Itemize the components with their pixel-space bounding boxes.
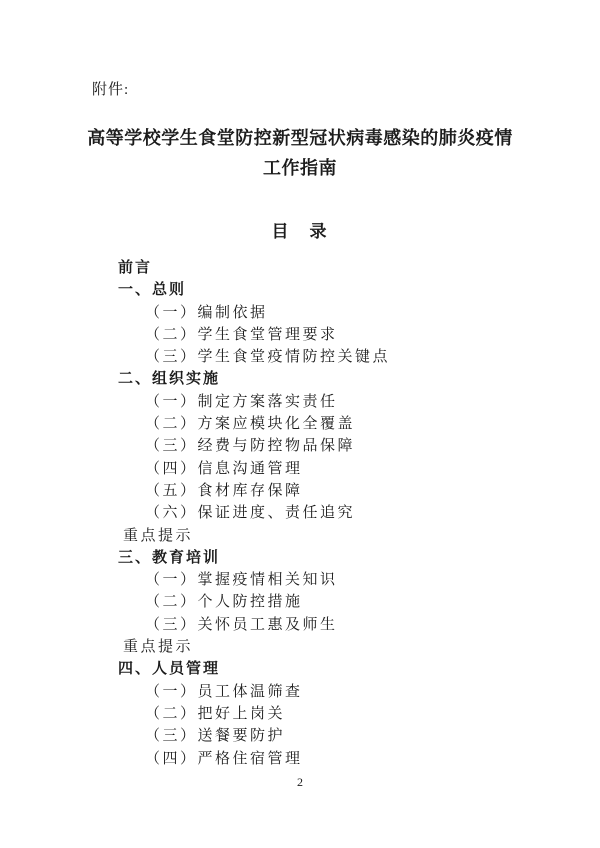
toc-item: （二）学生食堂管理要求 — [145, 326, 338, 343]
attachment-label: 附件: — [92, 82, 130, 98]
toc-item: 三、教育培训 — [118, 549, 221, 566]
toc-item: （二）把好上岗关 — [145, 705, 286, 722]
toc-item: （二）个人防控措施 — [145, 594, 303, 611]
toc-item: （一）员工体温筛查 — [145, 683, 303, 700]
toc-item: 二、组织实施 — [118, 371, 221, 388]
document-title-line1: 高等学校学生食堂防控新型冠状病毒感染的肺炎疫情 — [87, 128, 513, 148]
toc-item: （五）食材库存保障 — [145, 482, 303, 499]
page-number: 2 — [297, 775, 303, 789]
toc-item: （三）经费与防控物品保障 — [145, 438, 356, 455]
toc-item: （一）制定方案落实责任 — [145, 393, 338, 410]
toc-item: （二）方案应模块化全覆盖 — [145, 416, 356, 433]
toc-item: （三）关怀员工惠及师生 — [145, 616, 338, 633]
toc-item: （四）信息沟通管理 — [145, 460, 303, 477]
toc-item: （一）编制依据 — [145, 304, 268, 321]
toc-list — [118, 257, 390, 770]
toc-item: 重点提示 — [123, 639, 194, 656]
toc-item: 前言 — [118, 260, 153, 276]
toc-heading: 目 录 — [271, 222, 329, 241]
toc-item: （三）学生食堂疫情防控关键点 — [145, 349, 391, 366]
toc-item: 重点提示 — [123, 527, 194, 544]
toc-item: （六）保证进度、责任追究 — [145, 505, 356, 522]
toc-item: 四、人员管理 — [118, 661, 221, 678]
toc-item: 一、总则 — [118, 282, 187, 299]
toc-item: （四）严格住宿管理 — [145, 750, 303, 767]
document-title — [0, 123, 600, 183]
toc-item: （三）送餐要防护 — [145, 728, 286, 745]
toc-item: （一）掌握疫情相关知识 — [145, 572, 338, 589]
document-title-line2: 工作指南 — [263, 158, 337, 178]
